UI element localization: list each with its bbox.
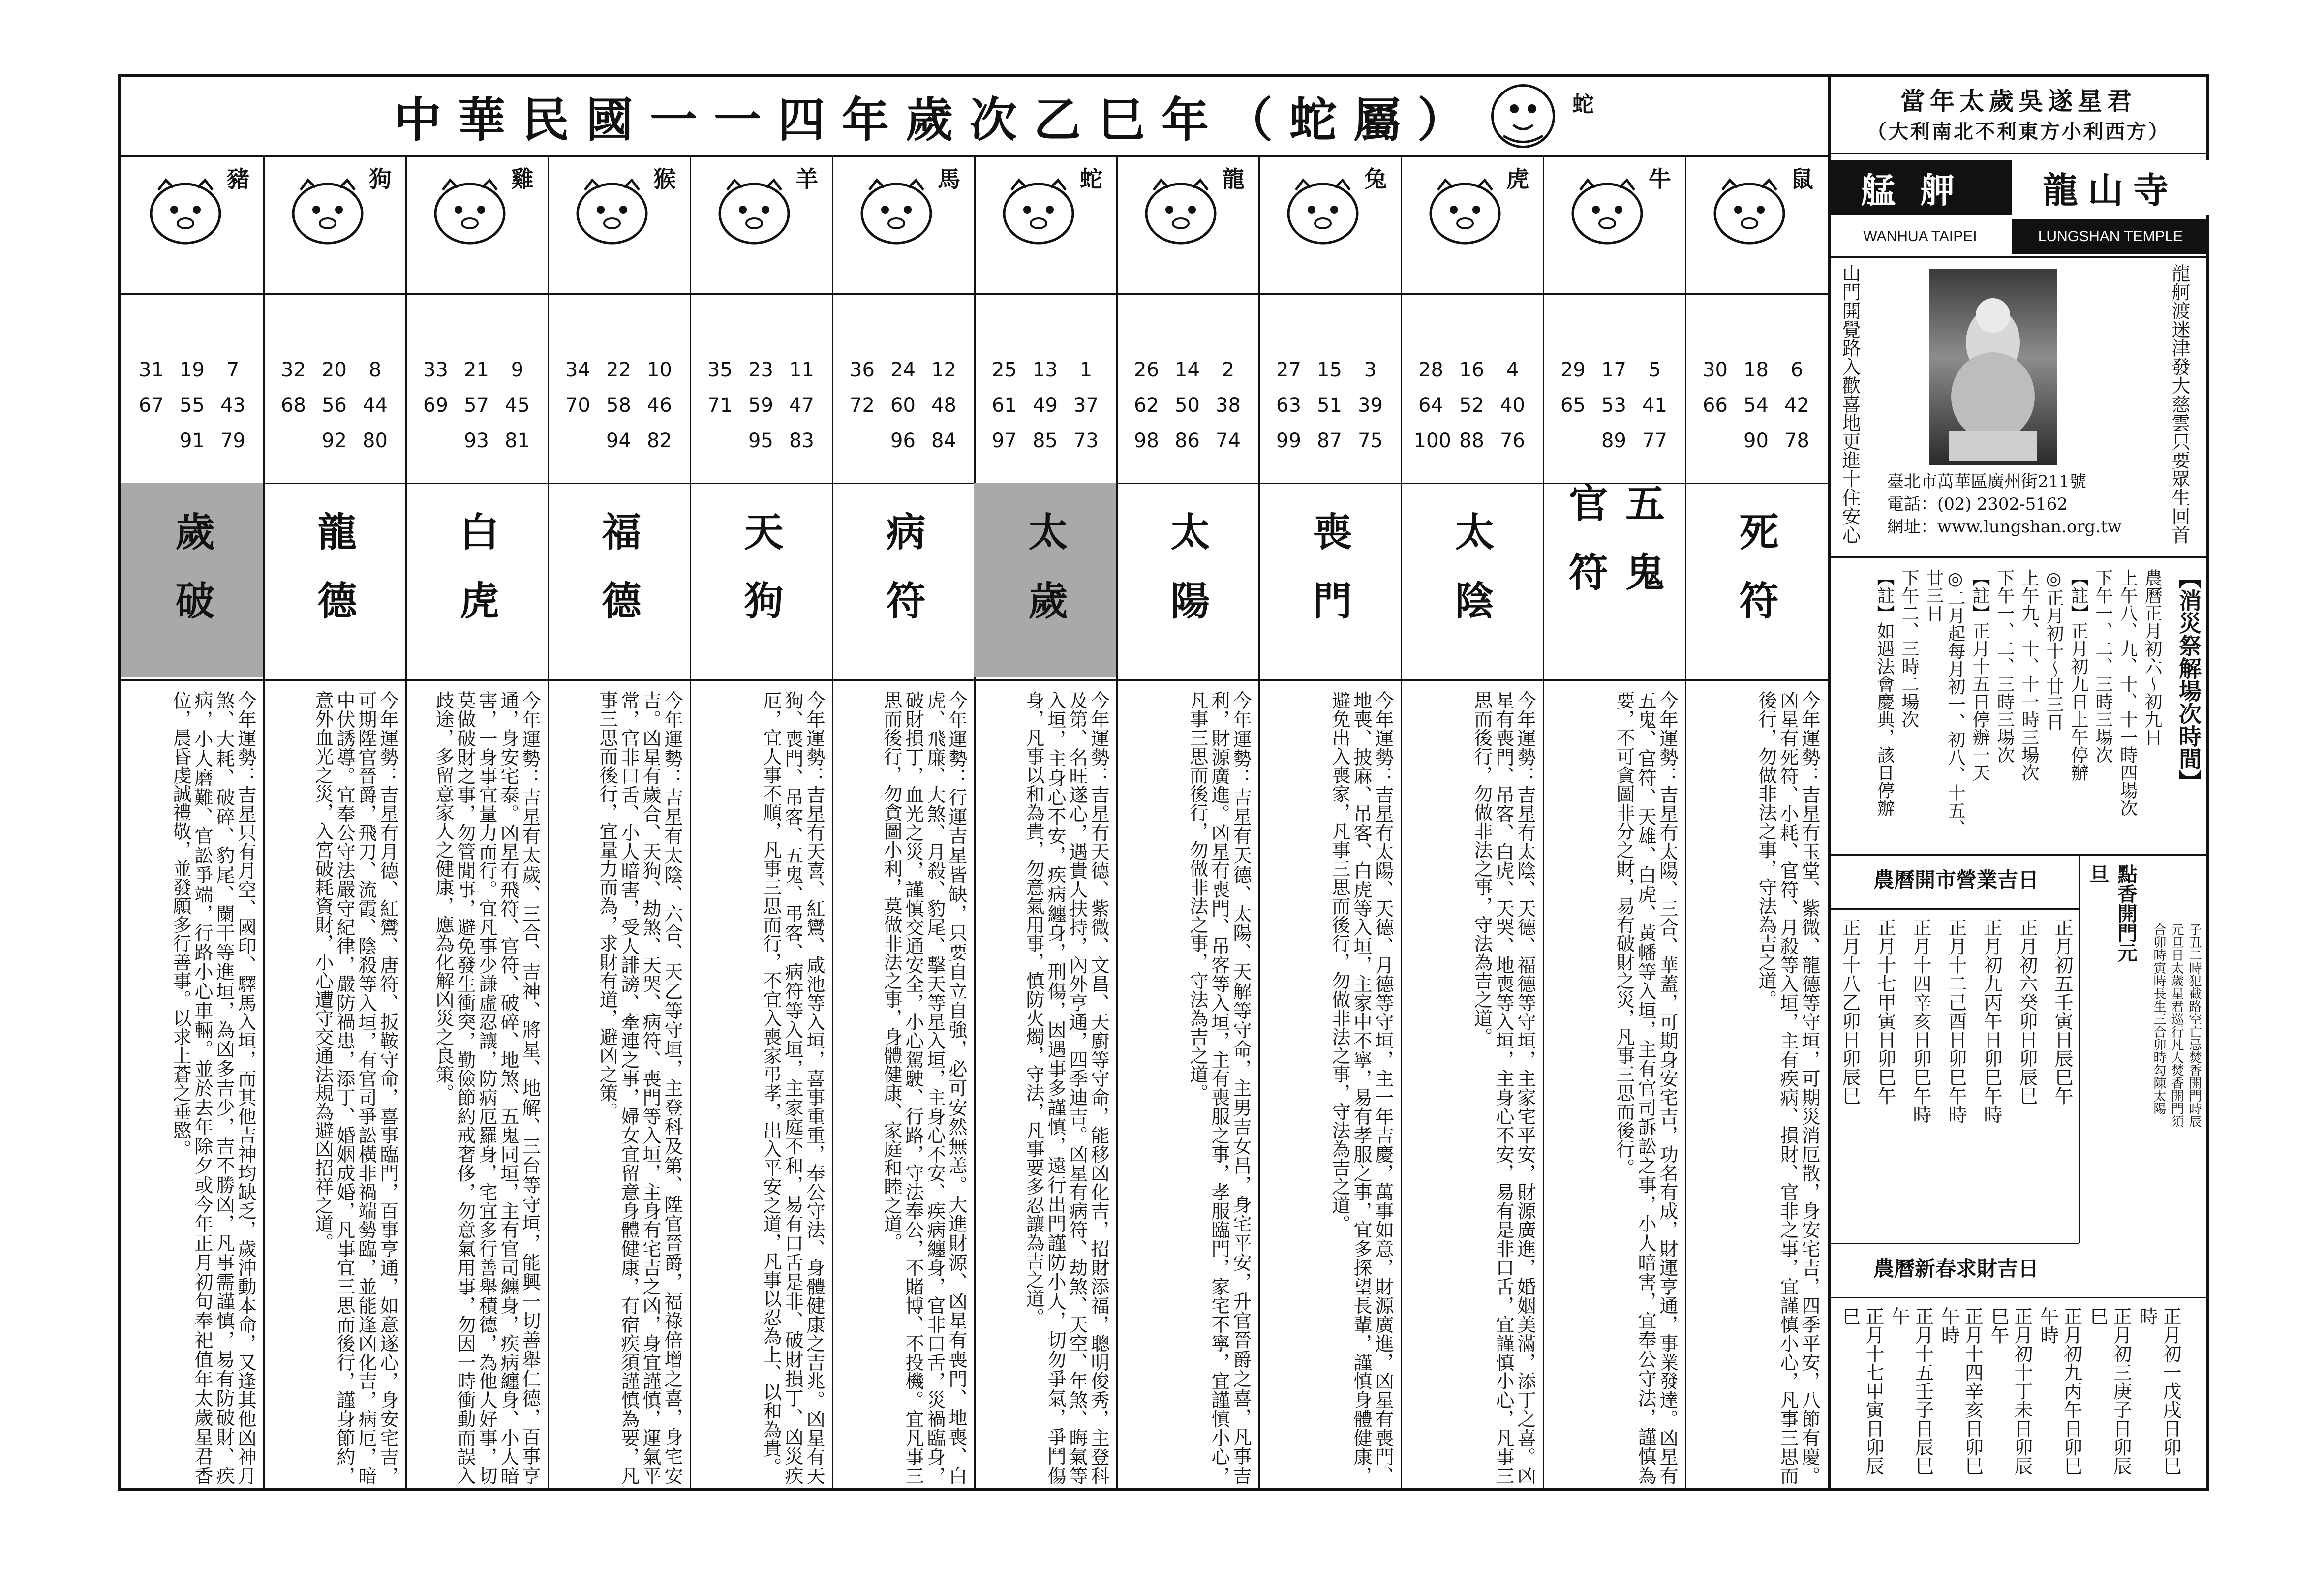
en-wanhua: WANHUA TAIPEI xyxy=(1863,228,1977,245)
age-value: 39 xyxy=(1358,394,1383,417)
schedule-item: 農曆正月初六～初九日 xyxy=(2142,569,2162,746)
zodiac-cell xyxy=(1258,155,1401,293)
zodiac-animal-icon xyxy=(997,170,1080,249)
zodiac-fortune: 今年運勢：吉星只有月空、國印、驛馬入垣，而其他吉神均缺乏，歲沖動本命，又逢其他凶神月煞、大耗、破碎、豹尾、闌干等進垣，為凶多吉少，吉不勝凶，凡事需謹慎，易有防破財、疾病，小人磨難、官訟爭端，行路小心車輛。並於去年除夕或今年正月初旬奉祀值年太歲星君香位，晨昏虔誠禮敬，並發願多行善事。以求上蒼之垂愍。 xyxy=(170,691,256,1485)
calendar-day: 正月十七甲寅日卯辰巳 xyxy=(1839,1307,1884,1475)
zodiac-ages xyxy=(1258,352,1401,459)
calendar-day: 正月十四辛亥日卯巳午時 xyxy=(1910,918,1931,1124)
zodiac-cell xyxy=(548,155,690,293)
age-value: 95 xyxy=(748,430,773,452)
age-value: 14 xyxy=(1175,359,1200,381)
age-value: 65 xyxy=(1560,394,1586,417)
age-value: 28 xyxy=(1418,359,1443,381)
age-value: 22 xyxy=(606,359,631,381)
age-value: 21 xyxy=(464,359,489,381)
age-value: 46 xyxy=(647,394,672,417)
banner-monga: 艋舺 xyxy=(1828,160,2012,215)
age-value: 72 xyxy=(850,394,875,417)
zodiac-star: 死符 xyxy=(1733,511,1779,649)
age-value: 10 xyxy=(647,359,672,381)
zodiac-name: 豬 xyxy=(227,166,249,192)
schedule-item: 下午一、二、三時三場次 xyxy=(1994,569,2015,764)
zodiac-cell xyxy=(1685,155,1827,293)
age-value: 88 xyxy=(1459,430,1484,452)
age-value: 45 xyxy=(505,394,530,417)
zodiac-fortune: 今年運勢：吉星有天德、太陽、天解等守命，主男吉女昌，身宅平安，升官晉爵之喜，凡事吉利，財源廣進。凶星有喪門、吊客等入垣，主有喪服之事，孝服臨門，家宅不寧，宜謹慎小心，凡事三思而後行，勿做非法之事，守法為吉之道。 xyxy=(1187,691,1252,1485)
age-value: 91 xyxy=(180,430,205,452)
zodiac-animal-icon xyxy=(712,170,796,249)
zodiac-ages xyxy=(1116,352,1258,459)
snake-tag: 蛇 xyxy=(1572,92,1594,117)
zodiac-ages xyxy=(832,352,974,459)
zodiac-ages xyxy=(1543,352,1685,459)
age-value: 34 xyxy=(565,359,590,381)
verse-left: 山門開覺路入歡喜地更進十住安心 xyxy=(1839,264,1861,544)
age-value: 18 xyxy=(1743,359,1769,381)
zodiac-ages xyxy=(121,352,263,459)
age-value: 9 xyxy=(511,359,524,381)
age-value: 1 xyxy=(1079,359,1093,381)
zodiac-cell xyxy=(974,155,1116,293)
age-value: 89 xyxy=(1601,430,1626,452)
calendar-day: 正月初九丙午日卯巳午時 xyxy=(1981,918,2002,1124)
age-value: 96 xyxy=(890,430,916,452)
age-value: 76 xyxy=(1500,430,1525,452)
age-value: 23 xyxy=(748,359,773,381)
age-value: 8 xyxy=(368,359,382,381)
zodiac-fortune: 今年運勢：吉星有太歲、三合、吉神、將星、地解、三台等守垣，能興一切善舉仁德，百事亨通，身安宅泰。凶星有飛符、官符、破碎、地煞、五鬼同垣，主有官司纏身，疾病纏身、小人暗害，一身事宜量力而行。宜凡事少謙虛忍讓，防病厄羅身，宅宜多行善舉積德，為他人好事，切莫做破財之事，勿管閒事，避免發生衝突，勤儉節約戒奢侈，勿意氣用事，勿因一時衝動而誤入歧途，多留意家人之健康，應為化解凶災之良策。 xyxy=(432,691,541,1485)
age-value: 42 xyxy=(1784,394,1809,417)
zodiac-name: 兔 xyxy=(1364,166,1387,192)
zodiac-name: 鼠 xyxy=(1791,166,1813,192)
zodiac-star: 喪門 xyxy=(1306,511,1352,649)
zodiac-animal-icon xyxy=(570,170,654,249)
en-lungshan: LUNGSHAN TEMPLE xyxy=(2012,219,2209,254)
age-value: 49 xyxy=(1033,394,1058,417)
age-value: 94 xyxy=(606,430,631,452)
zodiac-name: 蛇 xyxy=(1080,166,1102,192)
age-value: 55 xyxy=(180,394,205,417)
temple-website: 網址：www.lungshan.org.tw xyxy=(1887,517,2122,537)
age-value: 60 xyxy=(890,394,916,417)
age-value: 48 xyxy=(931,394,956,417)
zodiac-fortune: 今年運勢：吉星有天德、紫微、文昌、天廚等守命，能移凶化吉，招財添福，聰明俊秀，主登科及第、名旺遂心，遇貴人扶持，內外亨通，四季迪吉。凶星有病符、劫煞、天空、年煞、晦氣等入垣，主身心不安，疾病纏身，刑傷，因遇事多謹慎，遠行出門謹防小人，切勿爭氣，爭鬥傷身，凡事以和為貴，勿意氣用事，慎防火燭，守法，凡事要多忍讓為吉之道。 xyxy=(1023,691,1109,1485)
schedule-item: 【註】正月初九日上午停辦 xyxy=(2068,569,2088,781)
age-value: 20 xyxy=(322,359,347,381)
calendar-day: 正月十八乙卯日卯辰巳 xyxy=(1839,918,1861,1105)
guanyin-statue-photo xyxy=(1929,269,2057,465)
calendar-day: 正月初五壬寅日辰巳午 xyxy=(2051,918,2073,1105)
banner-lungshan: 龍山寺 xyxy=(2012,160,2209,215)
age-value: 68 xyxy=(281,394,306,417)
zodiac-star: 白虎 xyxy=(453,511,499,649)
age-value: 69 xyxy=(423,394,448,417)
age-value: 66 xyxy=(1703,394,1728,417)
temple-phone: 電話：(02) 2302-5162 xyxy=(1887,494,2068,514)
tai-sui-title: 當年太歲吳遂星君 xyxy=(1900,87,2137,116)
age-value: 85 xyxy=(1033,430,1058,452)
age-value: 16 xyxy=(1459,359,1484,381)
zodiac-fortune: 今年運勢：吉星有太陽、天德、月德等守垣，主一年吉慶，萬事如意，財源廣進，凶星有喪門、地喪、披麻、吊客、白虎等入垣，主家中不寧，易有孝服之事，宜多探望長輩，謹慎身體健康，避免出入喪家，凡事三思而後行，勿做非法之事，守法為吉之道。 xyxy=(1329,691,1394,1485)
age-value: 24 xyxy=(890,359,916,381)
temple-address: 臺北市萬華區廣州街211號 xyxy=(1887,472,2086,492)
age-value: 87 xyxy=(1317,430,1342,452)
age-value: 61 xyxy=(992,394,1017,417)
age-value: 86 xyxy=(1175,430,1200,452)
age-value: 97 xyxy=(992,430,1017,452)
age-value: 7 xyxy=(226,359,240,381)
zodiac-animal-icon xyxy=(1139,170,1223,249)
zodiac-star: 病符 xyxy=(880,511,926,649)
calendar1-head: 農曆開市營業吉日 xyxy=(1873,868,2039,892)
age-value: 36 xyxy=(850,359,875,381)
age-value: 26 xyxy=(1134,359,1159,381)
age-value: 35 xyxy=(707,359,733,381)
age-value: 100 xyxy=(1413,430,1451,452)
zodiac-animal-icon xyxy=(1565,170,1649,249)
age-value: 90 xyxy=(1743,430,1769,452)
zodiac-ages xyxy=(690,352,832,459)
zodiac-animal-icon xyxy=(1708,170,1791,249)
age-value: 83 xyxy=(789,430,814,452)
calendar-day: 元旦日太歲星君巡行凡人焚香開門須 xyxy=(2169,923,2184,1128)
age-value: 99 xyxy=(1276,430,1301,452)
age-value: 93 xyxy=(464,430,489,452)
zodiac-name: 龍 xyxy=(1222,166,1245,192)
age-value: 25 xyxy=(992,359,1017,381)
age-value: 43 xyxy=(220,394,245,417)
age-value: 2 xyxy=(1222,359,1235,381)
zodiac-fortune: 今年運勢：吉星有玉堂、紫微、龍德等守垣，可期災消厄散，身安宅吉，四季平安，八節有慶。凶星有死符、小耗、官符、月殺等入垣，主有疾病、損財、官非之事，宜謹慎小心，凡事三思而後行，勿做非法之事，守法為吉之道。 xyxy=(1755,691,1820,1485)
zodiac-star: 福德 xyxy=(595,511,642,649)
zodiac-fortune: 今年運勢：吉星有月德、紅鸞、唐符、扳鞍守命，喜事臨門，百事亨通，如意遂心，身安宅吉，可期陞官晉爵，飛刀、流霞、陰殺等入垣，有官司爭訟橫非禍端勢臨，並能逢凶化吉，病厄，暗中伏誘導。宜奉公守法嚴守紀律，嚴防禍患，添丁、婚姻成婚，凡事宜三思而後行，謹身節約，意外血光之災，入宮破耗資財，小心遭守交通法規為避凶招祥之道。 xyxy=(312,691,398,1485)
age-value: 54 xyxy=(1743,394,1769,417)
age-value: 71 xyxy=(707,394,733,417)
temple-contact xyxy=(1887,470,2163,538)
zodiac-cell xyxy=(121,155,263,293)
schedule-item: 【註】正月十五日停辦一天 xyxy=(1970,569,1990,781)
zodiac-ages xyxy=(405,352,548,459)
age-value: 5 xyxy=(1648,359,1661,381)
age-value: 15 xyxy=(1317,359,1342,381)
calendar-day: 正月初六癸卯日卯辰巳 xyxy=(2016,918,2038,1105)
zodiac-name: 猴 xyxy=(653,166,676,192)
zodiac-star: 歲破 xyxy=(121,483,263,677)
calendar-day: 正月十五壬子日辰巳午 xyxy=(1888,1307,1934,1475)
age-value: 3 xyxy=(1364,359,1377,381)
calendar-day: 正月十七甲寅日卯巳午 xyxy=(1874,918,1896,1105)
zodiac-animal-icon xyxy=(1423,170,1507,249)
age-value: 37 xyxy=(1073,394,1099,417)
age-value: 57 xyxy=(464,394,489,417)
zodiac-name: 狗 xyxy=(369,166,392,192)
age-value: 6 xyxy=(1790,359,1804,381)
age-value: 73 xyxy=(1073,430,1099,452)
age-value: 92 xyxy=(322,430,347,452)
schedule-item: 【註】如遇法會慶典，該日停辦 xyxy=(1874,569,1895,817)
zodiac-ages xyxy=(1401,352,1543,459)
zodiac-star: 太歲 xyxy=(974,483,1116,677)
zodiac-star: 太陰 xyxy=(1448,511,1495,649)
age-value: 31 xyxy=(139,359,164,381)
zodiac-fortune: 今年運勢：吉星有太陰、天德、福德等守垣，主家宅平安，財源廣進，婚姻美滿，添丁之喜。凶星有喪門、吊客、白虎、天哭、地喪等入垣，主身心不安，易有是非口舌，宜謹慎小心，凡事三思而後行，勿做非法之事，守法為吉之道。 xyxy=(1471,691,1536,1485)
age-value: 56 xyxy=(322,394,347,417)
schedule-item: 上午九、十、十一時三場次 xyxy=(2019,569,2039,781)
age-value: 84 xyxy=(931,430,956,452)
age-value: 75 xyxy=(1358,430,1383,452)
age-value: 64 xyxy=(1418,394,1443,417)
age-value: 12 xyxy=(931,359,956,381)
age-value: 51 xyxy=(1317,394,1342,417)
tai-sui-direction: （大利南北不利東方小利西方） xyxy=(1867,120,2170,143)
age-value: 77 xyxy=(1642,430,1667,452)
calendar-day: 子丑二時犯截路空亡忌焚香開門時辰 xyxy=(2187,923,2202,1128)
zodiac-name: 羊 xyxy=(795,166,818,192)
zodiac-animal-icon xyxy=(144,170,227,249)
age-value: 82 xyxy=(647,430,672,452)
zodiac-fortune: 今年運勢：吉星有太陽、三合、華蓋，可期身安宅吉，功名有成，財運亨通，事業發達。凶星有五鬼、官符、天雄、白虎、黃幡等入垣，主有官司訴訟之事，小人暗害，宜奉公守法，謹慎為要，不可貪圖非分之財，易有破財之災，凡事三思而後行。 xyxy=(1613,691,1678,1485)
schedule-list xyxy=(1874,569,2163,844)
zodiac-cell xyxy=(263,155,405,293)
calendar1-col2: 點香開門元旦 xyxy=(2086,864,2138,962)
age-value: 40 xyxy=(1500,394,1525,417)
calendar-day: 合卯時寅時長生三合卯時勾陳太陽 xyxy=(2151,923,2166,1115)
zodiac-ages xyxy=(548,352,690,459)
age-value: 53 xyxy=(1601,394,1626,417)
age-value: 33 xyxy=(423,359,448,381)
zodiac-star: 五鬼官符 xyxy=(1562,483,1665,620)
calendar-day: 正月初九丙午日卯巳午時 xyxy=(2037,1307,2082,1475)
calendar-day: 正月十二己酉日卯巳午時 xyxy=(1945,918,1967,1124)
age-value: 27 xyxy=(1276,359,1301,381)
schedule-item: 上午八、九、十、十一時四場次 xyxy=(2117,569,2138,817)
zodiac-fortune: 今年運勢：吉星有天喜、紅鸞、咸池等入垣，喜事重重，奉公守法、身體健康之吉兆。凶星有天狗、喪門、吊客、五鬼、弔客、病符等入垣，主家庭不和，易有口舌是非、破財損丁、凶災疾厄，宜人事不順，凡事三思而行，不宜入喪家弔孝，出入平安之道，凡事以忍為上、以和為貴。 xyxy=(760,691,825,1485)
calendar-day: 正月十四辛亥日卯巳午時 xyxy=(1938,1307,1984,1475)
zodiac-cell xyxy=(405,155,548,293)
age-value: 13 xyxy=(1033,359,1058,381)
zodiac-animal-icon xyxy=(1281,170,1365,249)
age-value: 59 xyxy=(748,394,773,417)
age-value: 4 xyxy=(1506,359,1519,381)
zodiac-cell xyxy=(832,155,974,293)
age-value: 81 xyxy=(505,430,530,452)
calendar1-days xyxy=(1838,918,2074,1233)
age-value: 38 xyxy=(1216,394,1241,417)
zodiac-ages xyxy=(1685,352,1827,459)
zodiac-name: 牛 xyxy=(1649,166,1671,192)
age-value: 30 xyxy=(1703,359,1728,381)
age-value: 32 xyxy=(281,359,306,381)
age-value: 17 xyxy=(1601,359,1626,381)
title-text: 中華民國一一四年歲次乙巳年（蛇屬） xyxy=(394,92,1481,148)
calendar2-head: 農曆新春求財吉日 xyxy=(1873,1257,2039,1281)
age-value: 70 xyxy=(565,394,590,417)
age-value: 29 xyxy=(1560,359,1586,381)
zodiac-name: 雞 xyxy=(511,166,534,192)
calendar-notes xyxy=(2089,923,2202,1238)
snake-head-icon xyxy=(1491,84,1555,148)
age-value: 58 xyxy=(606,394,631,417)
zodiac-ages xyxy=(263,352,405,459)
calendar-day: 正月初十丁未日卯辰巳午 xyxy=(1987,1307,2033,1475)
zodiac-animal-icon xyxy=(428,170,512,249)
verse-right: 龍舸渡迷津發大慈雲只要眾生回首 xyxy=(2169,264,2190,544)
zodiac-cell xyxy=(690,155,832,293)
right-panel xyxy=(1828,77,2209,1491)
zodiac-name: 虎 xyxy=(1506,166,1529,192)
calendar-day: 正月初三庚子日卯辰巳 xyxy=(2086,1307,2132,1475)
age-value: 19 xyxy=(180,359,205,381)
zodiac-fortune: 今年運勢：行運吉星皆缺，只要自立自強，必可安然無恙。大進財源、凶星有喪門、地喪、白虎、飛廉、大煞、月殺、豹尾、擊天等星入垣，主身心不安、疾病纏身，官非口舌，災禍臨身，破財損丁，血光之災，謹慎交通安全，小心駕駛、行路，守法奉公，不賭博、不投機。宜凡事三思而後行，勿貪圖小利，莫做非法之事，身體健康、家庭和睦之道。 xyxy=(881,691,967,1485)
zodiac-animal-icon xyxy=(286,170,369,249)
zodiac-star: 太陽 xyxy=(1164,511,1210,649)
zodiac-cell xyxy=(1116,155,1258,293)
age-value: 11 xyxy=(789,359,814,381)
zodiac-animal-icon xyxy=(855,170,938,249)
age-value: 62 xyxy=(1134,394,1159,417)
zodiac-fortune: 今年運勢：吉星有太陰、六合、天乙等守垣，主登科及第、陞官晉爵，福祿倍增之喜，身宅安吉。凶星有歲合、天狗、劫煞、天哭、病符、喪門等入垣，主身有宅吉之凶，身宜謹慎，運氣平常，官非口舌、小人暗害，受人誹謗、牽連之事，婦女宜留意身體健康，有宿疾須謹慎為要，凡事三思而後行，宜量力而為，求財有道，避凶之策。 xyxy=(596,691,683,1485)
age-value: 44 xyxy=(363,394,388,417)
zodiac-star: 天狗 xyxy=(737,511,784,649)
age-value: 67 xyxy=(139,394,164,417)
zodiac-star: 龍德 xyxy=(311,511,357,649)
age-value: 78 xyxy=(1784,430,1809,452)
age-value: 79 xyxy=(220,430,245,452)
zodiac-name: 馬 xyxy=(938,166,960,192)
calendar-day: 正月初一戊戌日卯巳時 xyxy=(2136,1307,2181,1475)
age-value: 63 xyxy=(1276,394,1301,417)
zodiac-ages xyxy=(974,352,1116,459)
age-value: 98 xyxy=(1134,430,1159,452)
schedule-item: ◎正月初十～廿三日 xyxy=(2044,569,2064,731)
age-value: 41 xyxy=(1642,394,1667,417)
calendar2-days xyxy=(1838,1307,2182,1484)
age-value: 47 xyxy=(789,394,814,417)
zodiac-cell xyxy=(1401,155,1543,293)
schedule-item: ◎二月起每月初一、初八、十五、廿三日 xyxy=(1924,569,1965,837)
schedule-item: 下午二、三時二場次 xyxy=(1899,569,1919,728)
age-value: 80 xyxy=(363,430,388,452)
age-value: 50 xyxy=(1175,394,1200,417)
poster-frame xyxy=(118,74,2209,1491)
schedule-title: 【消災祭解場次時間】 xyxy=(2175,566,2202,793)
schedule-item: 下午一、二、三時三場次 xyxy=(2093,569,2113,764)
zodiac-cell xyxy=(1543,155,1685,293)
age-value: 52 xyxy=(1459,394,1484,417)
age-value: 74 xyxy=(1216,430,1241,452)
